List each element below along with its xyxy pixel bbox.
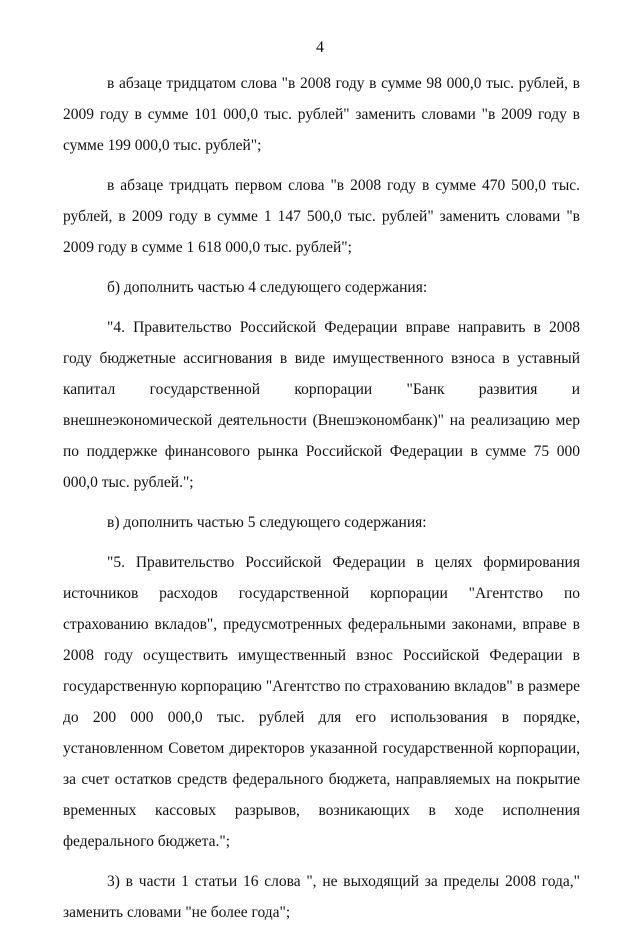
paragraph-item-b: б) дополнить частью 4 следующего содержания:	[107, 279, 428, 296]
paragraph-part-5: "5. Правительство Российской Федерации в целях формирования источников расходов государственной корпорации "Агентство по страхованию вкладов", предусмотренных федеральными законами, вправе в 2008 году осуществить имущественный взнос Российской Федерации в государственную корпорацию "Агентство по страхованию вкладов" в размере до 200 000 000,0 тыс. рублей для его использования в порядке, установленном Советом директоров указанной государственной корпорации, за счет остатков средств федерального бюджета, направляемых на покрытие временных кассовых разрывов, возникающих в ходе исполнения федерального бюджета.";	[63, 554, 580, 850]
page-number: 4	[316, 39, 324, 56]
paragraph-item-v: в) дополнить частью 5 следующего содержания:	[107, 514, 427, 531]
paragraph-abzac-31: в абзаце тридцать первом слова "в 2008 году в сумме 470 500,0 тыс. рублей, в 2009 году в сумме 1 147 500,0 тыс. рублей" заменить словами "в 2009 году в сумме 1 618 000,0 тыс. рублей";	[63, 177, 580, 256]
document-body	[63, 68, 580, 937]
paragraph-abzac-30: в абзаце тридцатом слова "в 2008 году в сумме 98 000,0 тыс. рублей, в 2009 году в сумме 101 000,0 тыс. рублей" заменить словами "в 2009 году в сумме 199 000,0 тыс. рублей";	[63, 75, 580, 154]
paragraph-part-4: "4. Правительство Российской Федерации вправе направить в 2008 году бюджетные ассигнования в виде имущественного взноса в уставный капитал государственной корпорации "Банк развития и внешнеэкономической деятельности (Внешэкономбанк)" на реализацию мер по поддержке финансового рынка Российской Федерации в сумме 75 000 000,0 тыс. рублей.";	[63, 319, 580, 491]
paragraph-item-3: 3) в части 1 статьи 16 слова ", не выходящий за пределы 2008 года," заменить словами "не более года";	[63, 873, 580, 921]
